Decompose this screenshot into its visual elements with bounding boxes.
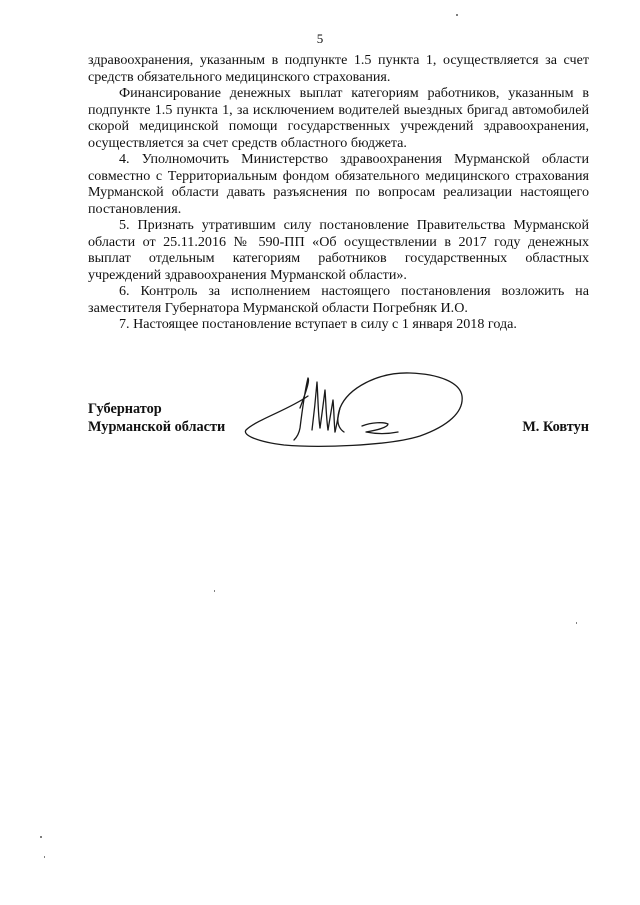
paragraph-financing: Финансирование денежных выплат категориям работников, указанным в подпункте 1.5 пункта 1, за исключением водителей выездных бригад автомобилей скорой медицинской помощи государственных учреждений здравоохранения, осуществляется за счет средств областного бюджета. — [88, 85, 589, 151]
paragraph-item-5: 5. Признать утратившим силу постановление Правительства Мурманской области от 25.11.2016 № 590-ПП «Об осуществлении в 2017 году денежных выплат отдельным категориям работников государственных областных учреждений здравоохранения Мурманской области». — [88, 217, 589, 283]
paragraph-item-6: 6. Контроль за исполнением настоящего постановления возложить на заместителя Губернатора Мурманской области Погребняк И.О. — [88, 283, 589, 316]
scan-speck — [40, 836, 42, 838]
page-number: 5 — [316, 31, 324, 46]
scan-speck — [456, 14, 458, 16]
signatory-name: М. Ковтун — [522, 419, 589, 435]
paragraph-continuation: здравоохранения, указанным в подпункте 1.5 пункта 1, осуществляется за счет средств обязательного медицинского страхования. — [88, 52, 589, 85]
scan-speck — [44, 856, 45, 858]
handwritten-signature — [238, 368, 478, 460]
paragraph-item-7: 7. Настоящее постановление вступает в силу с 1 января 2018 года. — [119, 316, 517, 332]
paragraph-item-4: 4. Уполномочить Министерство здравоохранения Мурманской области совместно с Территориальным фондом обязательного медицинского страхования Мурманской области давать разъяснения по вопросам реализации настоящего постановления. — [88, 151, 589, 217]
signatory-title-line1: Губернатор — [88, 401, 162, 417]
signatory-title-line2: Мурманской области — [88, 419, 226, 435]
document-body — [88, 52, 589, 333]
signatory-title — [88, 400, 225, 436]
scan-speck — [576, 622, 577, 624]
scan-speck — [214, 590, 215, 592]
